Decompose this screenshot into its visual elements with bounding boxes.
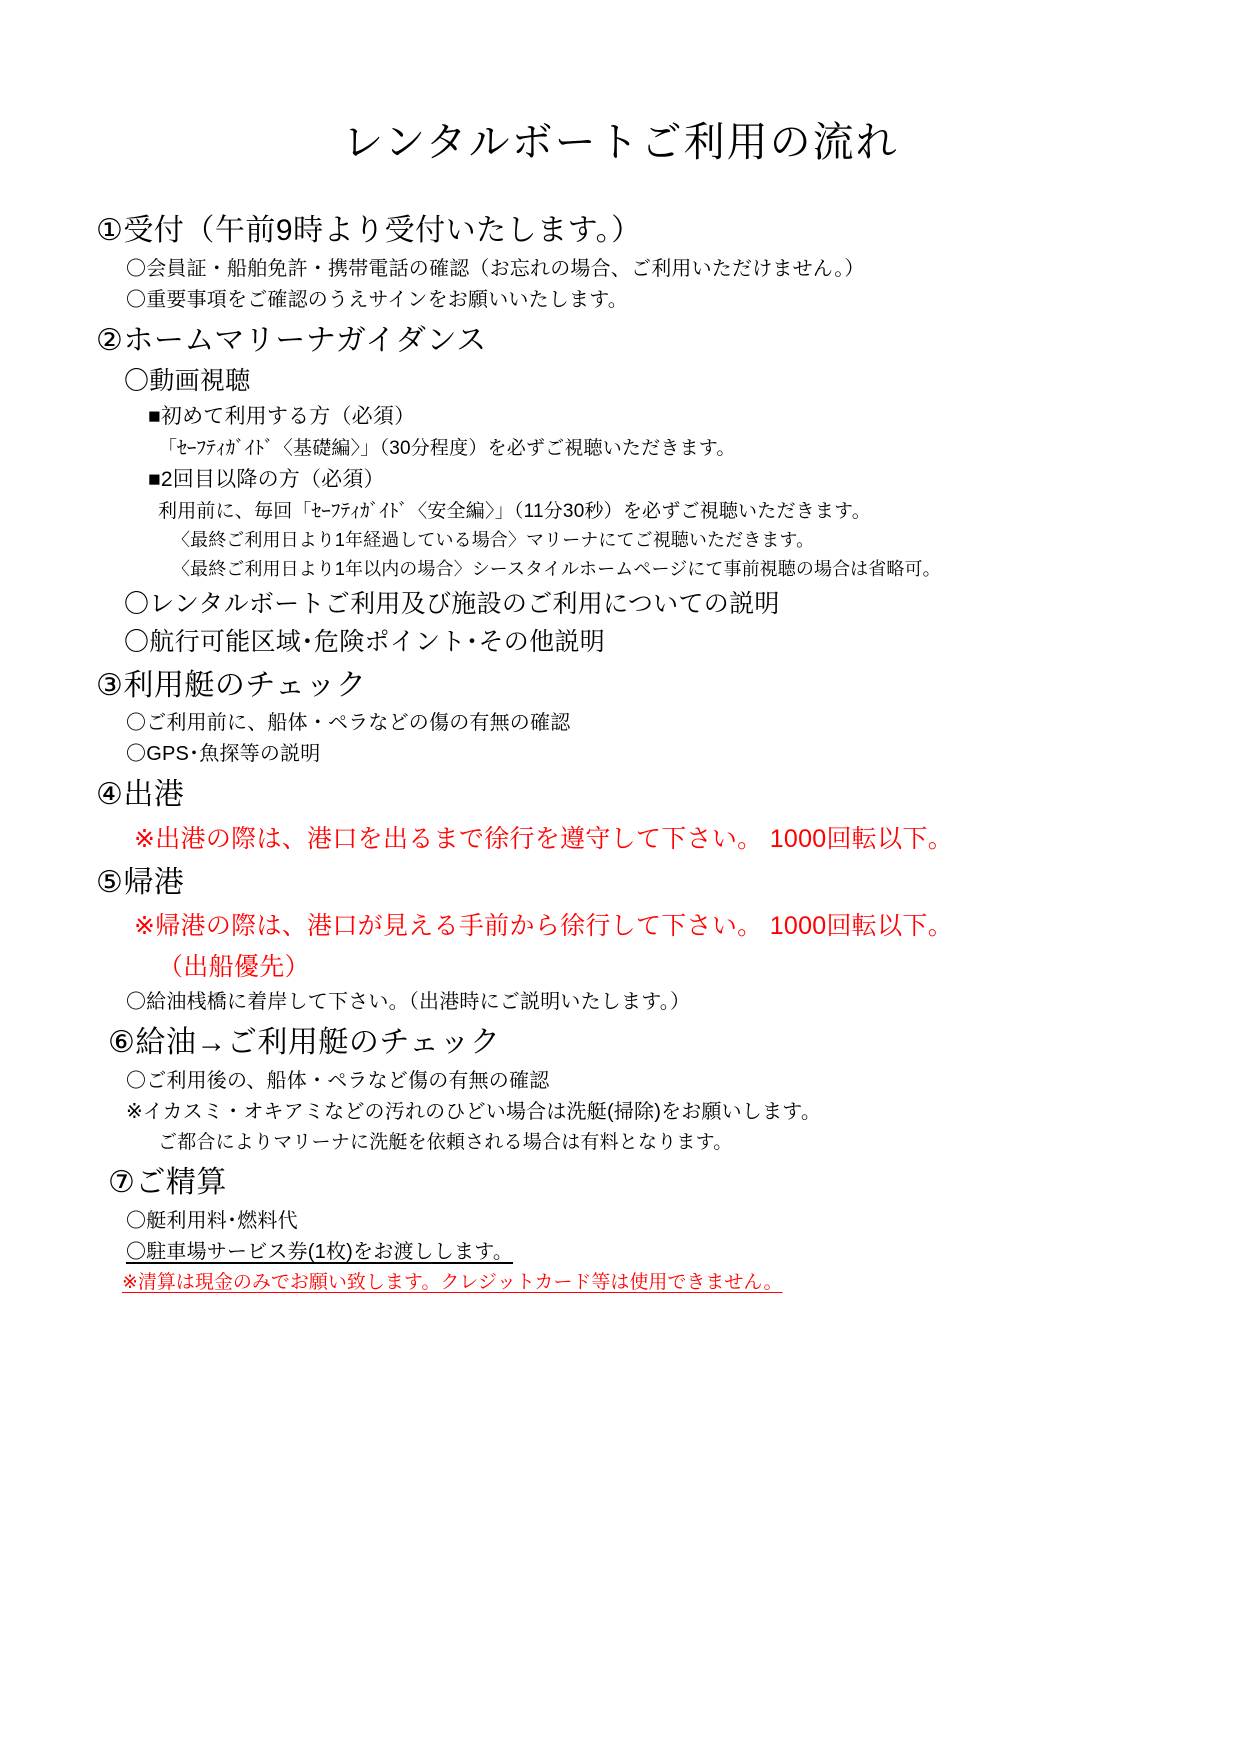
section-2-bullet-first-time: ■初めて利用する方（必須） — [148, 405, 416, 429]
section-2-bullet-repeat: ■2回目以降の方（必須） — [148, 468, 385, 492]
section-5-warning-sub: （出船優先） — [158, 953, 310, 982]
section-6-line-2: ※イカスミ・オキアミなどの汚れのひどい場合は洗艇(掃除)をお願いします。 — [126, 1100, 822, 1123]
section-2-subheading-video: 〇動画視聴 — [124, 367, 251, 396]
section-2-subheading-navigation: 〇航行可能区域･危険ポイント･その他説明 — [124, 627, 606, 656]
section-7-line-2: 〇駐車場サービス券(1枚)をお渡しします。 — [126, 1240, 514, 1263]
section-3-line-1: 〇ご利用前に、船体・ペラなどの傷の有無の確認 — [126, 712, 571, 735]
section-7-line-1: 〇艇利用料･燃料代 — [126, 1209, 298, 1232]
section-2-note-within-one-year: 〈最終ご利用日より1年以内の場合〉シースタイルホームページにて事前視聴の場合は省略可。 — [172, 558, 941, 579]
section-6-line-1: 〇ご利用後の、船体・ペラなど傷の有無の確認 — [126, 1069, 550, 1092]
section-heading-4: ④出港 — [96, 778, 185, 812]
section-heading-3: ③利用艇のチェック — [96, 668, 367, 702]
section-1-line-2: 〇重要事項をご確認のうえサインをお願いいたします。 — [126, 288, 628, 311]
section-4-warning: ※出港の際は、港口を出るまで徐行を遵守して下さい。 1000回転以下。 — [134, 824, 954, 853]
section-heading-5: ⑤帰港 — [96, 865, 185, 899]
section-1-line-1: 〇会員証・船舶免許・携帯電話の確認（お忘れの場合、ご利用いただけません。） — [126, 257, 865, 280]
section-heading-7: ⑦ご精算 — [108, 1166, 227, 1200]
section-3-line-2: 〇GPS･魚探等の説明 — [126, 743, 321, 766]
section-2-subheading-facility: 〇レンタルボートご利用及び施設のご利用についての説明 — [124, 589, 780, 618]
section-2-note-over-one-year: 〈最終ご利用日より1年経過している場合〉マリーナにてご視聴いただきます。 — [172, 530, 815, 551]
section-6-line-3: ご都合によりマリーナに洗艇を依頼される場合は有料となります。 — [158, 1131, 733, 1153]
section-heading-1: ①受付（午前9時より受付いたします。） — [96, 214, 642, 248]
section-2-bullet-repeat-body: 利用前に、毎回「ｾｰﾌﾃｨｶﾞｲﾄﾞ〈安全編〉」（11分30秒）を必ずご視聴いただきます。 — [158, 500, 871, 522]
page-title: レンタルボートご利用の流れ — [342, 119, 899, 165]
section-heading-6: ⑥給油→ご利用艇のチェック — [108, 1026, 501, 1060]
section-5-line-1: 〇給油桟橋に着岸して下さい。（出港時にご説明いたします。） — [126, 991, 691, 1014]
section-2-bullet-first-time-body: 「ｾｰﾌﾃｨｶﾞｲﾄﾞ〈基礎編〉」（30分程度）を必ずご視聴いただきます。 — [158, 437, 736, 459]
section-heading-2: ②ホームマリーナガイダンス — [96, 323, 487, 357]
section-7-final-warning: ※清算は現金のみでお願い致します。クレジットカード等は使用できません。 — [122, 1271, 783, 1293]
section-5-warning: ※帰港の際は、港口が見える手前から徐行して下さい。 1000回転以下。 — [134, 912, 954, 941]
